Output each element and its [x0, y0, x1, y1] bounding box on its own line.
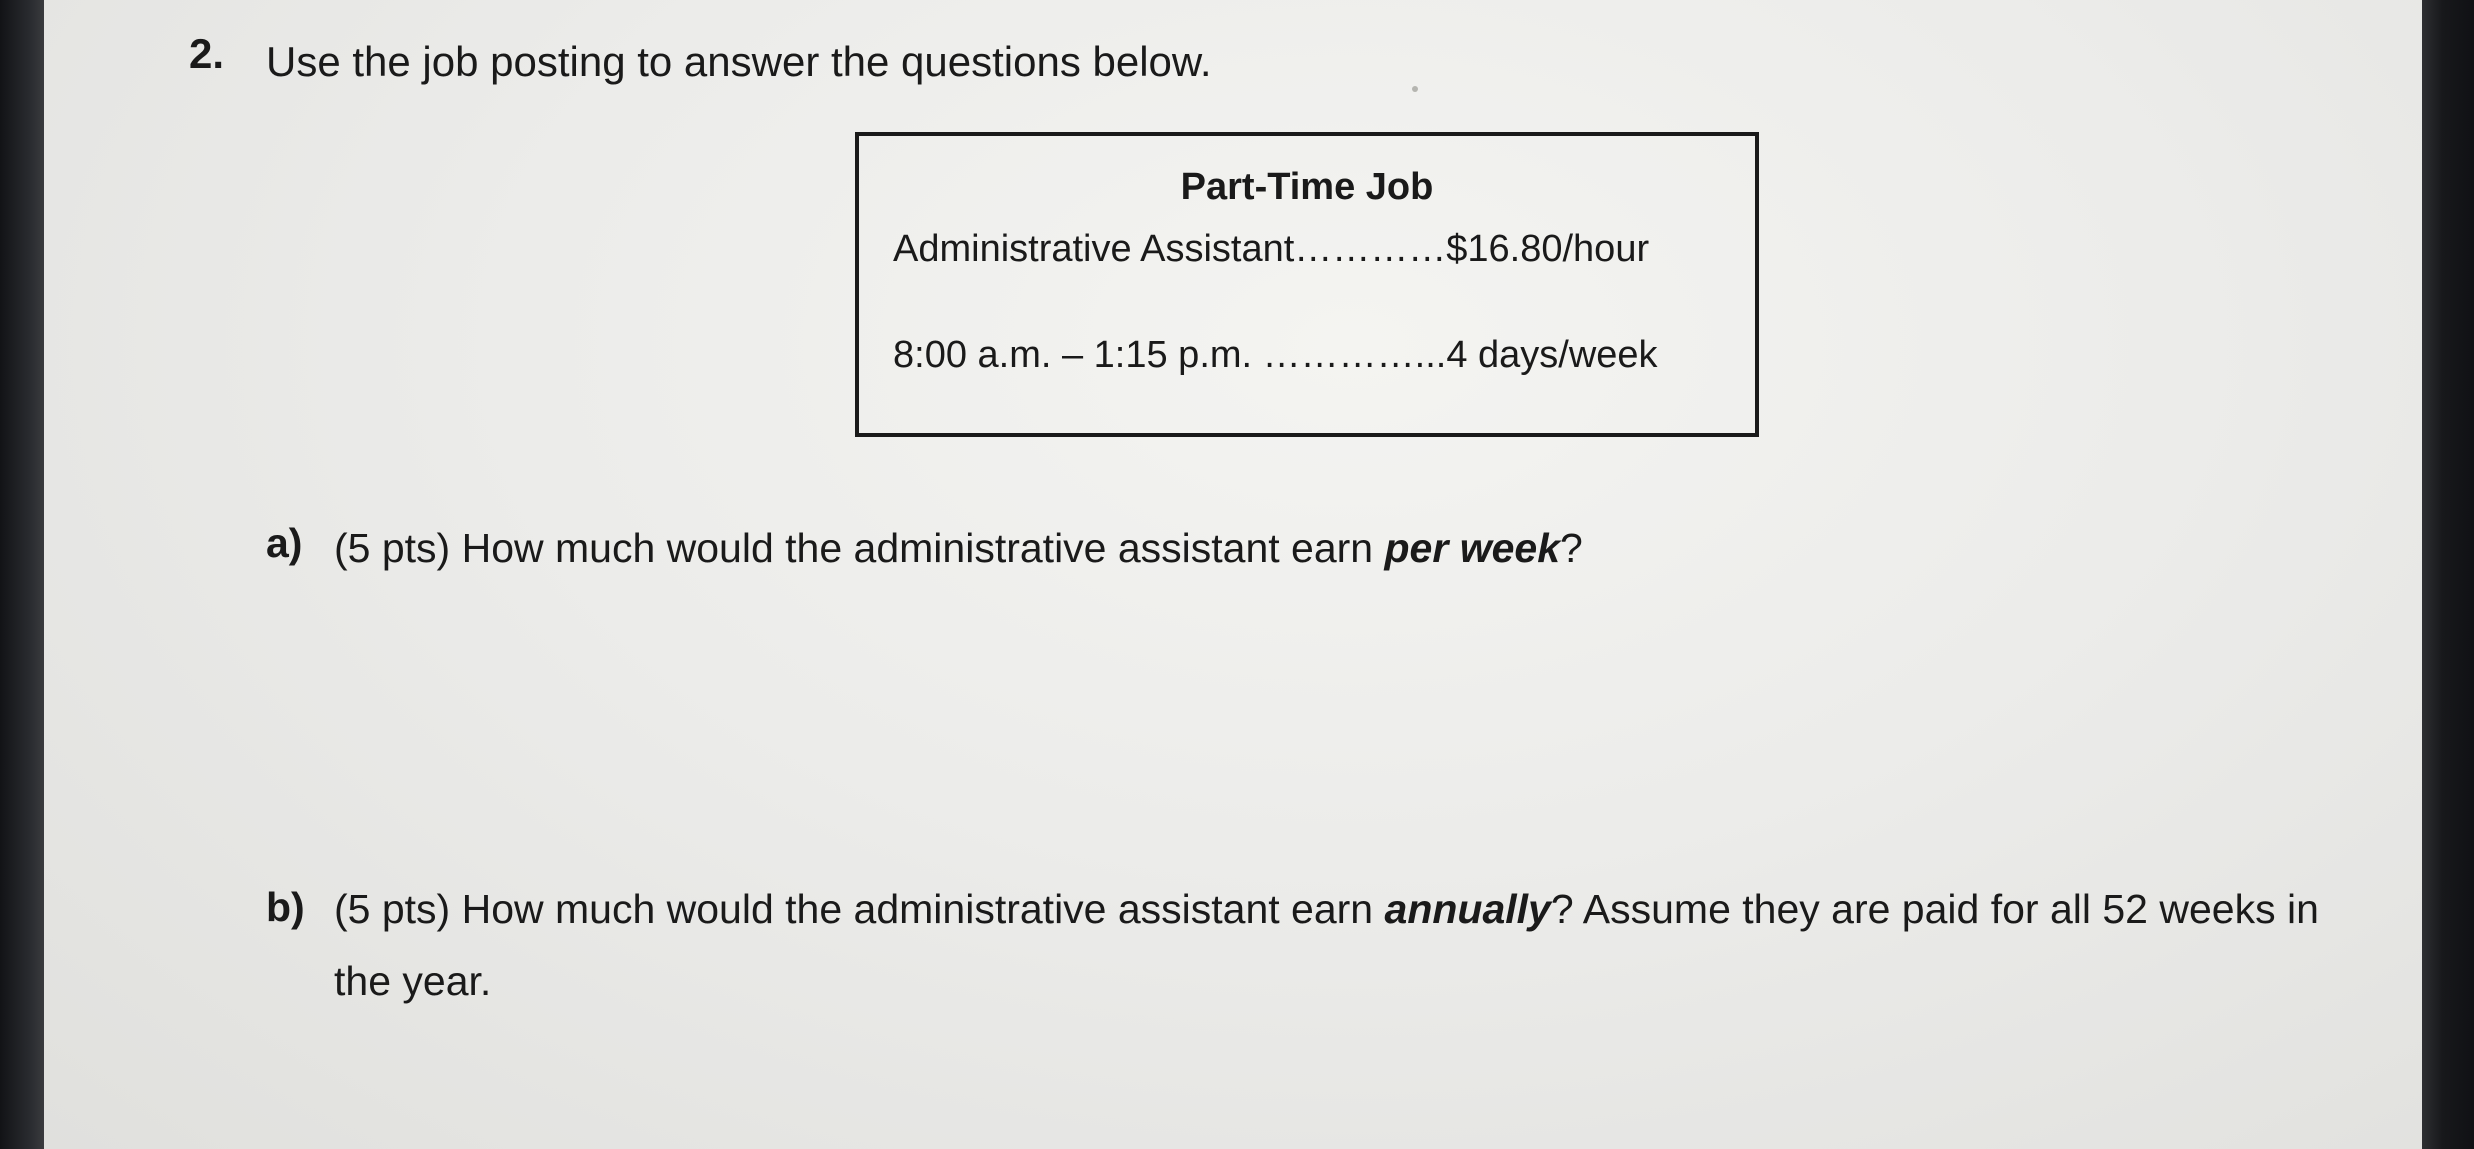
part-b-question	[334, 873, 2384, 1017]
part-a-label: a)	[266, 520, 303, 566]
part-a-question	[334, 512, 1583, 584]
job-position-line: Administrative Assistant…………$16.80/hour	[893, 228, 1650, 270]
question-prompt: Use the job posting to answer the questions below.	[266, 38, 1212, 85]
job-posting-title: Part-Time Job	[1180, 166, 1434, 208]
worksheet-page	[44, 0, 2422, 1149]
part-a-emphasis: per week	[1384, 525, 1561, 571]
part-b-label: b)	[266, 884, 305, 930]
part-b-emphasis: annually	[1384, 886, 1551, 932]
desk-background-left	[0, 0, 44, 1149]
desk-background-right	[2422, 0, 2474, 1149]
question-number: 2.	[189, 30, 225, 77]
job-posting-box	[855, 132, 1759, 437]
paper-speck	[1412, 86, 1418, 92]
part-b-text-before: (5 pts) How much would the administrative assistant earn	[334, 886, 1385, 932]
part-a-text-after: ?	[1560, 525, 1583, 571]
job-schedule-line: 8:00 a.m. – 1:15 p.m. …………...4 days/week	[893, 334, 1658, 376]
part-a-text-before: (5 pts) How much would the administrative assistant earn	[334, 525, 1385, 571]
part-b-text-after: ? Assume they are paid for all 52 weeks in the year.	[334, 886, 2319, 1004]
